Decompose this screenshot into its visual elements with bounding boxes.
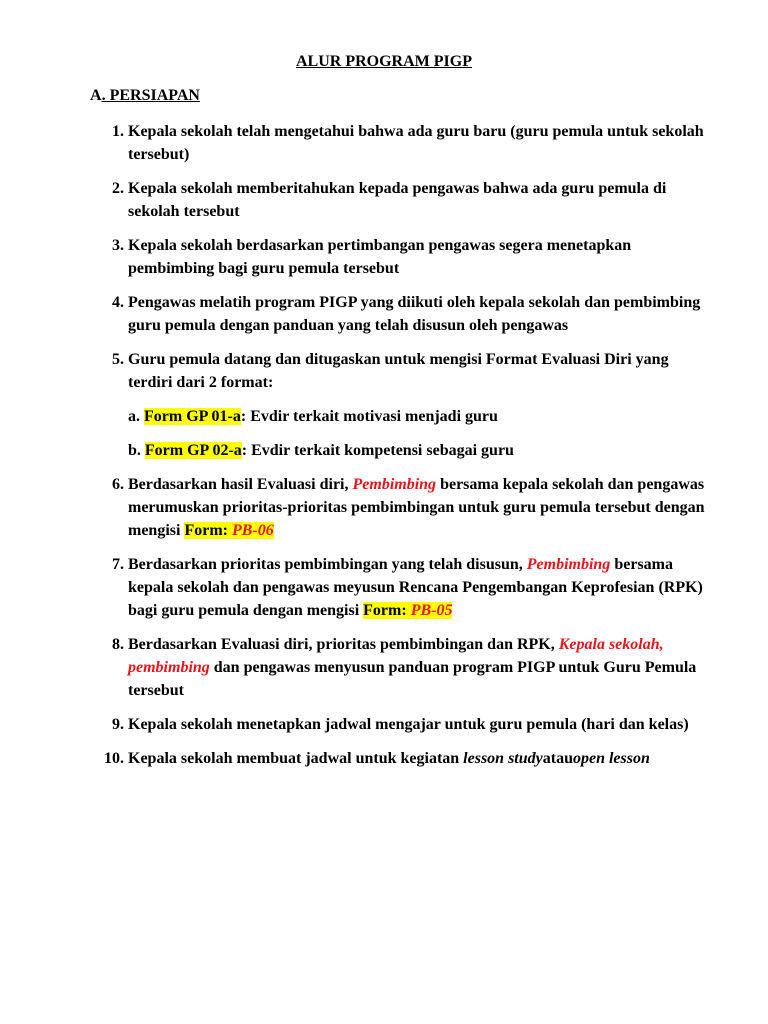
list-item (0, 713, 768, 736)
item-number: 7. (112, 556, 124, 573)
section-letter: A (90, 87, 102, 104)
document-title: ALUR PROGRAM PIGP (296, 53, 472, 70)
section-label: . PERSIAPAN (101, 87, 200, 104)
sub-item (0, 405, 768, 428)
emphasis-text: Pembimbing (526, 556, 611, 573)
item-text: Guru pemula datang dan ditugaskan untuk mengisi Format Evaluasi Diri yang terdiri dari 2 format: (128, 351, 669, 391)
item-number: 8. (112, 636, 124, 653)
form-label-highlight: Form: (363, 602, 411, 619)
list-item (0, 234, 768, 280)
italic-term: lesson study (463, 750, 543, 767)
list-item (0, 177, 768, 223)
item-text: Kepala sekolah membuat jadwal untuk kegiatan (128, 750, 464, 767)
item-text: bersama kepala sekolah dan pengawas merumuskan prioritas-prioritas pembimbingan untuk guru pemula tersebut dengan mengisi (128, 476, 705, 539)
list-item (0, 348, 768, 394)
item-text: Kepala sekolah menetapkan jadwal mengajar untuk guru pemula (hari dan kelas) (128, 716, 689, 733)
form-code-highlight: Form GP 02-a (144, 442, 242, 459)
list-item (0, 473, 768, 542)
sub-item-prefix: a. (128, 408, 144, 425)
item-number: 5. (112, 351, 124, 368)
item-text: Berdasarkan Evaluasi diri, prioritas pembimbingan dan RPK, (128, 636, 559, 653)
form-label-highlight: Form: (184, 522, 232, 539)
sub-item-text: : Evdir terkait kompetensi sebagai guru (241, 442, 514, 459)
emphasis-text: Kepala sekolah, pembimbing (128, 636, 664, 676)
item-number: 10. (104, 750, 124, 767)
item-number: 4. (112, 294, 124, 311)
italic-term: open lesson (572, 750, 650, 767)
item-text: Berdasarkan prioritas pembimbingan yang telah disusun, (128, 556, 527, 573)
list-item (0, 291, 768, 337)
list-item (0, 553, 768, 622)
form-code-highlight: Form GP 01-a (144, 408, 241, 425)
item-number: 6. (112, 476, 124, 493)
item-number: 1. (112, 123, 124, 140)
item-text: Kepala sekolah memberitahukan kepada pengawas bahwa ada guru pemula di sekolah tersebut (128, 180, 667, 220)
list-item (0, 120, 768, 166)
item-text: atau (542, 750, 573, 767)
item-text: bersama kepala sekolah dan pengawas meyusun Rencana Pengembangan Keprofesian (RPK) bagi guru pemula dengan mengisi (128, 556, 703, 619)
form-code-highlight: PB-05 (410, 602, 453, 619)
list-item (0, 633, 768, 702)
list-item (0, 747, 768, 770)
item-number: 9. (112, 716, 124, 733)
item-number: 3. (112, 237, 124, 254)
emphasis-text: Pembimbing (352, 476, 437, 493)
item-number: 2. (112, 180, 124, 197)
step-list (0, 120, 768, 781)
item-text: Kepala sekolah berdasarkan pertimbangan pengawas segera menetapkan pembimbing bagi guru pemula tersebut (128, 237, 632, 277)
item-text: Berdasarkan hasil Evaluasi diri, (128, 476, 353, 493)
sub-item-text: : Evdir terkait motivasi menjadi guru (240, 408, 498, 425)
item-text: Pengawas melatih program PIGP yang diikuti oleh kepala sekolah dan pembimbing guru pemula dengan panduan yang telah disusun oleh pengawas (128, 294, 701, 334)
form-code-highlight: PB-06 (231, 522, 274, 539)
sub-item-prefix: b. (128, 442, 145, 459)
item-text: dan pengawas menyusun panduan program PIGP untuk Guru Pemula tersebut (128, 659, 697, 699)
sub-item (0, 439, 768, 462)
item-text: Kepala sekolah telah mengetahui bahwa ada guru baru (guru pemula untuk sekolah tersebut) (128, 123, 704, 163)
section-heading (90, 87, 200, 105)
